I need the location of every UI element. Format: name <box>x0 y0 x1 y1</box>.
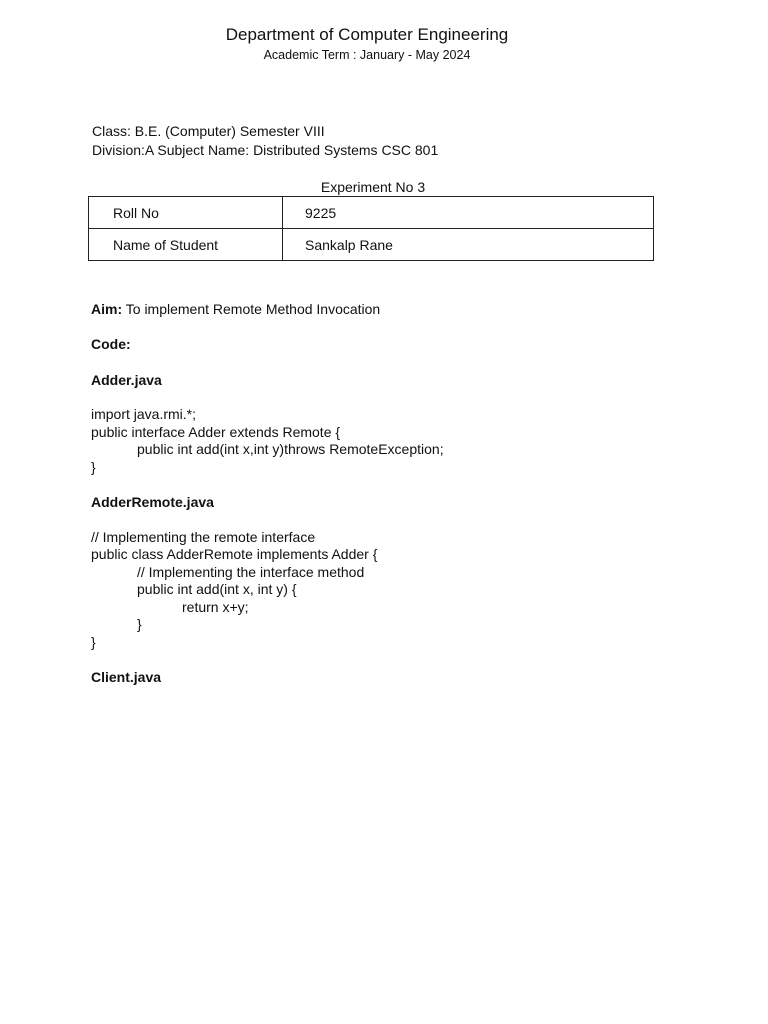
aim-line <box>91 301 380 318</box>
class-line: Class: B.E. (Computer) Semester VIII <box>92 123 325 139</box>
experiment-title: Experiment No 3 <box>320 179 426 195</box>
file-heading-client: Client.java <box>91 669 162 685</box>
code-line: public class AdderRemote implements Adder { <box>91 546 378 562</box>
code-line: } <box>137 616 142 632</box>
code-line: public interface Adder extends Remote { <box>91 424 341 440</box>
code-line: // Implementing the remote interface <box>91 529 316 545</box>
code-line: // Implementing the interface method <box>137 564 365 580</box>
file-heading-adder-remote: AdderRemote.java <box>91 494 214 510</box>
code-line: return x+y; <box>182 599 249 615</box>
roll-no-label: Roll No <box>89 197 283 229</box>
department-title: Department of Computer Engineering <box>225 25 509 44</box>
code-line: public int add(int x, int y) { <box>137 581 297 597</box>
student-name-value: Sankalp Rane <box>283 229 654 261</box>
academic-term: Academic Term : January - May 2024 <box>263 48 471 62</box>
aim-label: Aim: <box>91 301 123 317</box>
student-info-table <box>88 196 654 261</box>
file-heading-adder: Adder.java <box>91 372 162 388</box>
code-line: } <box>91 459 96 475</box>
code-line: public int add(int x,int y)throws RemoteException; <box>137 441 444 457</box>
student-name-label: Name of Student <box>89 229 283 261</box>
aim-text: To implement Remote Method Invocation <box>122 301 381 317</box>
roll-no-value: 9225 <box>283 197 654 229</box>
table-row <box>89 229 654 261</box>
division-subject-line: Division:A Subject Name: Distributed Systems CSC 801 <box>92 142 439 158</box>
code-line: import java.rmi.*; <box>91 406 197 422</box>
code-heading: Code: <box>91 336 131 352</box>
table-row <box>89 197 654 229</box>
code-line: } <box>91 634 96 650</box>
